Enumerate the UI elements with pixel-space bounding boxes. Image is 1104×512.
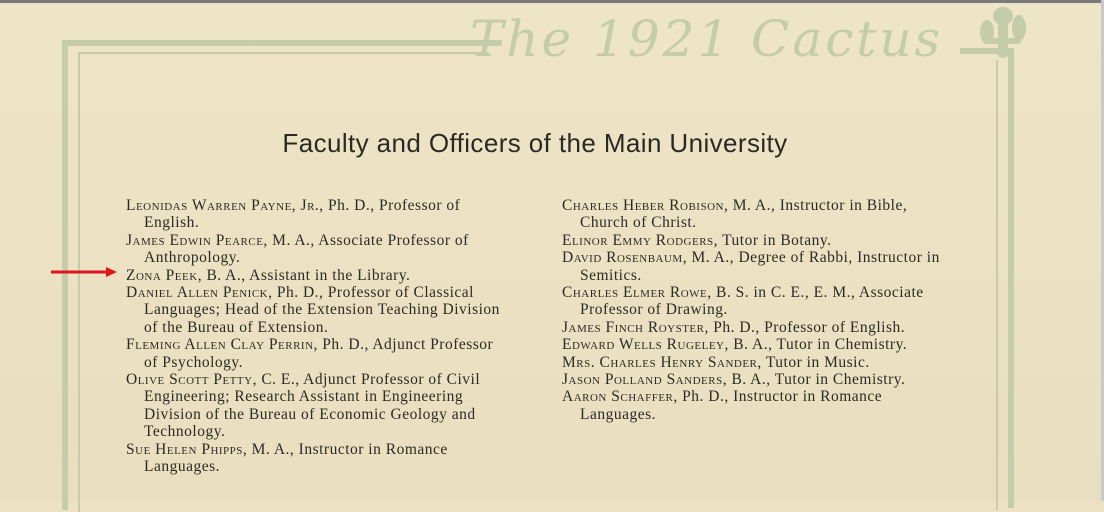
faculty-name: Edward Wells Rugeley xyxy=(562,336,725,354)
yearbook-header-title: The 1921 Cactus xyxy=(470,10,944,68)
faculty-entry xyxy=(562,336,946,354)
faculty-entry xyxy=(562,388,946,423)
faculty-details: , M. A., Instructor in Bible, Church of Christ. xyxy=(580,197,908,232)
faculty-name: James Finch Royster xyxy=(562,318,705,336)
faculty-name: Olive Scott Petty xyxy=(126,371,253,389)
faculty-details: , B. A., Tutor in Chemistry. xyxy=(722,371,906,389)
faculty-name: Elinor Emmy Rodgers xyxy=(562,231,714,249)
faculty-name: Leonidas Warren Payne, Jr. xyxy=(126,197,320,214)
faculty-entry xyxy=(126,440,510,476)
faculty-details: , B. A., Assistant in the Library. xyxy=(197,266,411,284)
faculty-details: , Tutor in Botany. xyxy=(713,231,832,249)
faculty-name: Daniel Allen Penick xyxy=(126,284,269,302)
faculty-name: Charles Heber Robison xyxy=(562,197,724,214)
faculty-entry xyxy=(126,284,510,336)
faculty-list-right xyxy=(562,197,946,423)
faculty-details: , M. A., Associate Professor of Anthropology. xyxy=(144,231,469,267)
faculty-entry xyxy=(562,318,946,336)
faculty-details: , Ph. D., Professor of English. xyxy=(704,318,906,336)
faculty-name: James Edwin Pearce xyxy=(126,231,264,249)
faculty-details: , B. A., Tutor in Chemistry. xyxy=(724,336,908,354)
faculty-name: David Rosenbaum xyxy=(562,249,683,267)
faculty-name: Charles Elmer Rowe xyxy=(562,284,708,302)
faculty-details: , M. A., Degree of Rabbi, Instructor in Semitics. xyxy=(580,249,940,284)
faculty-name: Sue Helen Phipps xyxy=(126,440,243,458)
faculty-entry xyxy=(562,353,946,371)
faculty-entry xyxy=(562,371,946,389)
red-arrow-icon xyxy=(51,267,117,277)
faculty-entry xyxy=(562,249,946,284)
faculty-name: Fleming Allen Clay Perrin xyxy=(126,336,314,354)
faculty-entry-highlighted xyxy=(126,266,510,284)
faculty-details: , M. A., Instructor in Romance Languages. xyxy=(144,440,448,476)
faculty-entry xyxy=(126,231,510,267)
faculty-name: Aaron Schaffer xyxy=(562,388,674,406)
faculty-entry xyxy=(126,371,510,441)
faculty-details: , Ph. D., Adjunct Professor of Psychology. xyxy=(144,336,494,371)
cactus-ornament-icon xyxy=(972,2,1034,60)
faculty-entry xyxy=(562,284,946,319)
top-edge-bar xyxy=(0,0,1104,3)
faculty-entry xyxy=(126,336,510,371)
frame-left-inner-border xyxy=(78,52,80,512)
frame-top-border xyxy=(62,40,502,46)
faculty-details: , Ph. D., Professor of English. xyxy=(144,197,461,232)
faculty-name: Mrs. Charles Henry Sander xyxy=(562,353,758,371)
faculty-entry xyxy=(562,231,946,249)
faculty-details: , C. E., Adjunct Professor of Civil Engineering; Research Assistant in Engineering Division of the Bureau of Economic Geology and Technology. xyxy=(144,371,481,441)
section-title: Faculty and Officers of the Main University xyxy=(282,128,788,158)
faculty-list-left xyxy=(126,197,510,476)
faculty-details: , B. S. in C. E., E. M., Associate Professor of Drawing. xyxy=(580,284,924,319)
faculty-entry xyxy=(126,197,510,232)
faculty-name: Zona Peek xyxy=(126,266,198,284)
faculty-entry xyxy=(562,197,946,232)
faculty-name: Jason Polland Sanders xyxy=(562,371,723,389)
frame-right-border xyxy=(1008,48,1014,508)
frame-top-inner-border xyxy=(78,52,488,54)
faculty-details: , Ph. D., Instructor in Romance Languages. xyxy=(580,388,883,423)
faculty-details: , Ph. D., Professor of Classical Languages; Head of the Extension Teaching Division of the Bureau of Extension. xyxy=(144,284,500,336)
faculty-details: , Tutor in Music. xyxy=(757,353,870,371)
